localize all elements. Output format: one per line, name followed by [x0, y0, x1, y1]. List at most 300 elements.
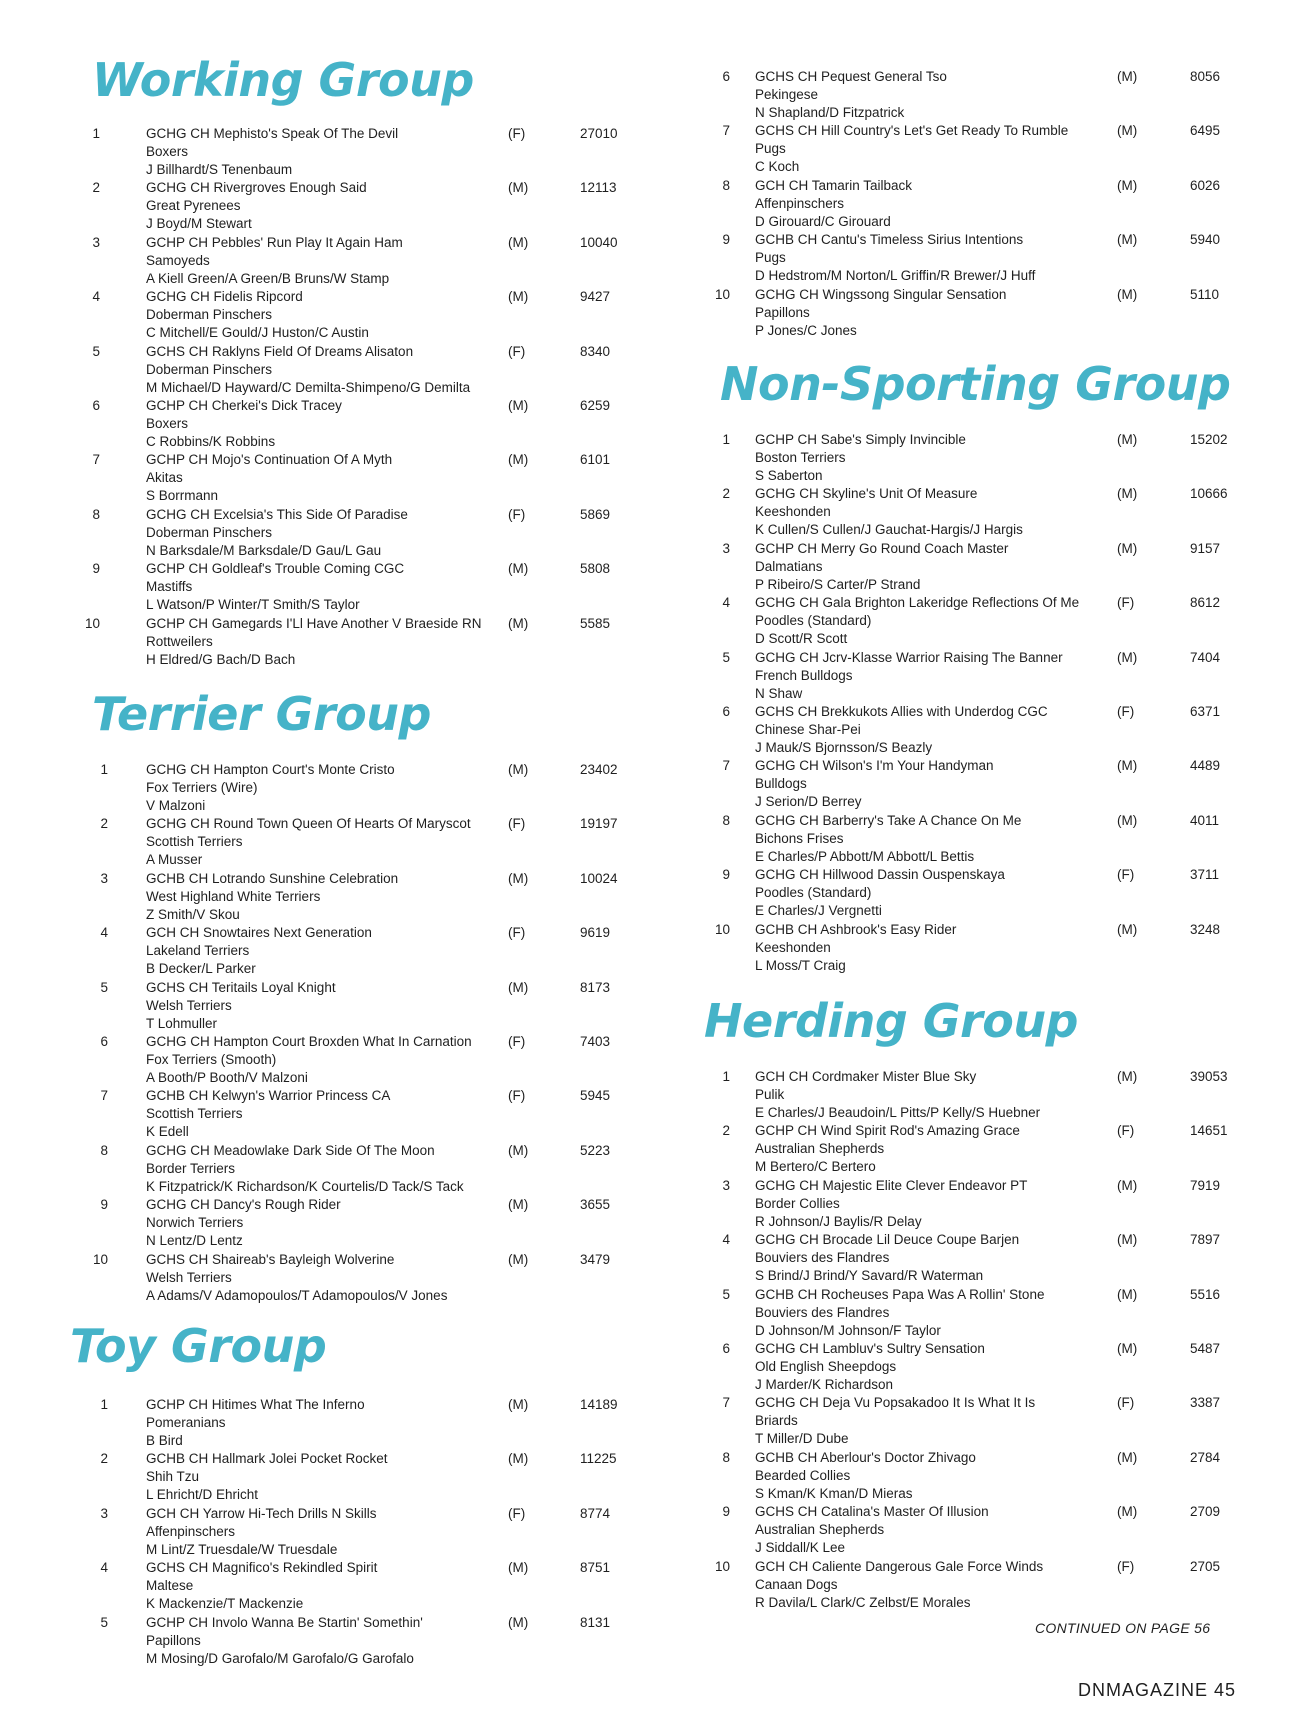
rank-number: 10: [714, 1558, 730, 1574]
rank-number: 1: [722, 1069, 730, 1084]
group-title: Working Group: [92, 53, 474, 107]
rank-number: 5: [722, 649, 730, 665]
points: 2709: [1190, 1504, 1221, 1520]
breed: Welsh Terriers: [146, 997, 232, 1013]
list-item: [640, 1286, 1295, 1340]
owners: V Malzoni: [146, 798, 206, 813]
rank-number: 5: [100, 979, 108, 995]
dog-name: GCH CH Yarrow Hi-Tech Drills N Skills: [146, 1505, 377, 1521]
points: 6026: [1190, 177, 1221, 193]
points: 3387: [1190, 1395, 1221, 1411]
points: 7403: [580, 1034, 611, 1049]
sex: (F): [508, 506, 526, 522]
breed: Norwich Terriers: [146, 1215, 244, 1231]
sex: (M): [1117, 1232, 1138, 1248]
dog-name: GCHG CH Deja Vu Popsakadoo It Is What It Is: [755, 1395, 1036, 1411]
owners: T Lohmuller: [146, 1015, 218, 1031]
points: 5945: [580, 1088, 611, 1104]
points: 6101: [580, 452, 611, 468]
rank-number: 9: [92, 561, 100, 577]
breed: Keeshonden: [755, 939, 831, 955]
breed: Boxers: [146, 144, 189, 159]
breed: Poodles (Standard): [755, 885, 872, 901]
breed: Canaan Dogs: [755, 1576, 838, 1592]
points: 8751: [580, 1560, 611, 1576]
rank-number: 10: [84, 615, 100, 631]
points: 5516: [1190, 1286, 1221, 1302]
dog-name: GCHG CH Wingssong Singular Sensation: [755, 286, 1007, 302]
breed: Bouviers des Flandres: [755, 1304, 890, 1320]
list-item: [0, 343, 640, 397]
points: 14651: [1190, 1123, 1228, 1139]
list-item: [640, 1449, 1295, 1503]
rank-number: 4: [100, 925, 108, 941]
points: 2784: [1190, 1449, 1221, 1465]
points: 3655: [580, 1197, 611, 1213]
breed: Bulldogs: [755, 776, 807, 792]
owners: M Mosing/D Garofalo/M Garofalo/G Garofalo: [146, 1650, 414, 1666]
dog-name: GCHG CH Wilson's I'm Your Handyman: [755, 758, 994, 774]
breed: Scottish Terriers: [146, 1106, 243, 1122]
owners: T Miller/D Dube: [755, 1431, 849, 1447]
list-item: [640, 122, 1295, 176]
rank-number: 6: [722, 69, 730, 84]
rank-number: 2: [722, 1123, 730, 1139]
list-item: [0, 1450, 640, 1504]
rank-number: 5: [92, 343, 100, 359]
owners: B Bird: [146, 1433, 183, 1448]
breed: Old English Sheepdogs: [755, 1359, 897, 1374]
owners: N Shapland/D Fitzpatrick: [755, 105, 905, 120]
breed: Papillons: [755, 304, 810, 320]
owners: L Moss/T Craig: [755, 957, 846, 973]
sex: (F): [1117, 867, 1135, 883]
breed: Boxers: [146, 416, 189, 431]
rank-number: 9: [722, 232, 730, 248]
owners: K Cullen/S Cullen/J Gauchat-Hargis/J Hargis: [755, 522, 1023, 538]
dog-name: GCHP CH Wind Spirit Rod's Amazing Grace: [755, 1123, 1020, 1139]
dog-name: GCHB CH Cantu's Timeless Sirius Intentions: [755, 232, 1024, 248]
sex: (M): [1117, 232, 1138, 248]
dog-name: GCHP CH Goldleaf's Trouble Coming CGC: [146, 561, 405, 577]
rank-number: 9: [100, 1197, 108, 1213]
dog-name: GCHG CH Mephisto's Speak Of The Devil: [146, 126, 399, 141]
sex: (F): [508, 816, 526, 832]
owners: A Kiell Green/A Green/B Bruns/W Stamp: [146, 270, 390, 286]
dog-name: GCHG CH Majestic Elite Clever Endeavor PT: [755, 1177, 1028, 1193]
rank-number: 4: [722, 1232, 730, 1248]
dog-name: GCHP CH Involo Wanna Be Startin' Somethin': [146, 1614, 423, 1630]
points: 8774: [580, 1505, 611, 1521]
list-item: [0, 761, 640, 815]
points: 5223: [580, 1142, 611, 1158]
dog-name: GCHS CH Hill Country's Let's Get Ready To Rumble: [755, 123, 1069, 139]
owners: N Barksdale/M Barksdale/D Gau/L Gau: [146, 542, 382, 558]
breed: Samoyeds: [146, 252, 210, 268]
rank-number: 1: [100, 762, 108, 777]
rank-number: 4: [100, 1560, 108, 1576]
rank-number: 7: [100, 1088, 108, 1104]
breed: Doberman Pinschers: [146, 361, 273, 377]
points: 12113: [580, 180, 617, 196]
breed: Great Pyrenees: [146, 198, 241, 214]
list-item: [640, 1231, 1295, 1285]
breed: Shih Tzu: [146, 1469, 200, 1485]
sex: (F): [508, 343, 526, 359]
rank-number: 6: [722, 704, 730, 719]
owners: L Ehricht/D Ehricht: [146, 1487, 259, 1503]
rank-number: 8: [92, 506, 100, 522]
list-item: [0, 1142, 640, 1196]
dog-name: GCHP CH Gamegards I'Ll Have Another V Braeside RN: [146, 615, 482, 631]
dog-name: GCHB CH Ashbrook's Easy Rider: [755, 921, 957, 937]
points: 9619: [580, 925, 611, 941]
list-item: [640, 866, 1295, 920]
rank-number: 7: [722, 758, 730, 774]
rank-number: 2: [100, 816, 108, 832]
owners: D Johnson/M Johnson/F Taylor: [755, 1322, 941, 1338]
owners: N Shaw: [755, 685, 803, 701]
sex: (M): [508, 452, 529, 468]
points: 8612: [1190, 595, 1221, 611]
list-item: [640, 485, 1295, 539]
owners: M Michael/D Hayward/C Demilta-Shimpeno/G Demilta: [146, 379, 471, 395]
rank-number: 2: [722, 486, 730, 502]
rank-number: 10: [714, 921, 730, 937]
rank-number: 6: [100, 1034, 108, 1049]
list-item: [0, 1033, 640, 1087]
rank-number: 6: [92, 398, 100, 413]
owners: J Serion/D Berrey: [755, 794, 862, 810]
owners: D Scott/R Scott: [755, 631, 848, 647]
sex: (M): [508, 1614, 529, 1630]
breed: Pekingese: [755, 87, 819, 102]
breed: Scottish Terriers: [146, 834, 243, 850]
owners: C Robbins/K Robbins: [146, 434, 276, 449]
rank-number: 8: [722, 177, 730, 193]
owners: B Decker/L Parker: [146, 961, 256, 977]
sex: (F): [1117, 595, 1135, 611]
list-item: [0, 560, 640, 614]
group-title: Herding Group: [704, 994, 1078, 1048]
rank-number: 3: [100, 1505, 108, 1521]
points: 5869: [580, 506, 611, 522]
sex: (M): [508, 870, 529, 886]
sex: (M): [508, 561, 529, 577]
sex: (M): [508, 762, 529, 777]
points: 11225: [580, 1451, 617, 1467]
points: 15202: [1190, 432, 1228, 447]
list-item: [0, 1196, 640, 1250]
list-item: [640, 431, 1295, 485]
dog-name: GCHB CH Aberlour's Doctor Zhivago: [755, 1449, 976, 1465]
rank-number: 7: [722, 1395, 730, 1411]
sex: (M): [1117, 758, 1138, 774]
list-item: [0, 1251, 640, 1305]
sex: (M): [508, 1251, 529, 1267]
owners: A Musser: [146, 852, 203, 868]
dog-name: GCHS CH Shaireab's Bayleigh Wolverine: [146, 1251, 395, 1267]
list-item: [0, 924, 640, 978]
sex: (M): [1117, 1177, 1138, 1193]
points: 8056: [1190, 69, 1221, 84]
page-number: DNMAGAZINE 45: [1078, 1680, 1237, 1700]
rank-number: 8: [722, 1449, 730, 1465]
list-item: [640, 286, 1295, 340]
dog-name: GCH CH Cordmaker Mister Blue Sky: [755, 1069, 977, 1084]
points: 6495: [1190, 123, 1221, 139]
sex: (M): [508, 1197, 529, 1213]
dog-name: GCHG CH Hampton Court Broxden What In Carnation: [146, 1034, 472, 1049]
dog-name: GCHB CH Rocheuses Papa Was A Rollin' Stone: [755, 1286, 1045, 1302]
group-title: Terrier Group: [92, 687, 431, 741]
sex: (M): [1117, 177, 1138, 193]
owners: J Mauk/S Bjornsson/S Beazly: [755, 740, 933, 755]
sex: (M): [508, 1397, 529, 1412]
sex: (F): [508, 1505, 526, 1521]
breed: Australian Shepherds: [755, 1141, 885, 1157]
points: 27010: [580, 126, 618, 141]
breed: Akitas: [146, 470, 183, 486]
dog-name: GCHP CH Mojo's Continuation Of A Myth: [146, 452, 393, 468]
list-item: [640, 1068, 1295, 1122]
owners: M Bertero/C Bertero: [755, 1159, 876, 1175]
dog-name: GCHG CH Barberry's Take A Chance On Me: [755, 812, 1022, 828]
points: 10666: [1190, 486, 1228, 502]
dog-name: GCHB CH Kelwyn's Warrior Princess CA: [146, 1088, 391, 1104]
list-item: [640, 594, 1295, 648]
list-item: [0, 1614, 640, 1668]
dog-name: GCHS CH Brekkukots Allies with Underdog CGC: [755, 704, 1048, 719]
sex: (M): [508, 979, 529, 995]
points: 9427: [580, 289, 611, 305]
points: 39053: [1190, 1069, 1228, 1084]
owners: K Mackenzie/T Mackenzie: [146, 1596, 304, 1612]
sex: (F): [1117, 704, 1135, 719]
list-item: [640, 231, 1295, 285]
points: 5808: [580, 561, 611, 577]
breed: West Highland White Terriers: [146, 888, 321, 904]
rank-number: 6: [722, 1341, 730, 1356]
owners: S Saberton: [755, 468, 823, 483]
points: 10040: [580, 234, 618, 250]
breed: Keeshonden: [755, 504, 831, 520]
sex: (M): [508, 615, 529, 631]
dog-name: GCHP CH Pebbles' Run Play It Again Ham: [146, 234, 403, 250]
breed: Doberman Pinschers: [146, 524, 273, 540]
dog-name: GCHG CH Jcrv-Klasse Warrior Raising The Banner: [755, 649, 1063, 665]
owners: C Mitchell/E Gould/J Huston/C Austin: [146, 325, 369, 341]
breed: Mastiffs: [146, 579, 193, 595]
sex: (M): [508, 1451, 529, 1467]
points: 6259: [580, 398, 611, 413]
dog-name: GCHG CH Brocade Lil Deuce Coupe Barjen: [755, 1232, 1020, 1248]
continued-note: CONTINUED ON PAGE 56: [1035, 1620, 1211, 1636]
breed: Fox Terriers (Wire): [146, 780, 258, 795]
dog-name: GCHS CH Pequest General Tso: [755, 69, 947, 84]
dog-name: GCHP CH Merry Go Round Coach Master: [755, 540, 1009, 556]
dog-name: GCHG CH Hillwood Dassin Ouspenskaya: [755, 867, 1005, 883]
list-item: [640, 1503, 1295, 1557]
points: 4011: [1190, 812, 1220, 828]
points: 3711: [1190, 867, 1220, 883]
breed: Bouviers des Flandres: [755, 1250, 890, 1266]
breed: Pugs: [755, 250, 786, 266]
breed: Welsh Terriers: [146, 1269, 232, 1285]
breed: Boston Terriers: [755, 450, 846, 465]
sex: (M): [1117, 1286, 1138, 1302]
owners: D Hedstrom/M Norton/L Griffin/R Brewer/J Huff: [755, 268, 1036, 284]
sex: (M): [1117, 812, 1138, 828]
sex: (F): [508, 925, 526, 941]
rank-number: 5: [100, 1614, 108, 1630]
points: 7404: [1190, 649, 1221, 665]
list-item: [640, 757, 1295, 811]
points: 23402: [580, 762, 618, 777]
breed: Bearded Collies: [755, 1467, 851, 1483]
owners: J Boyd/M Stewart: [146, 216, 252, 232]
breed: Border Collies: [755, 1195, 840, 1211]
owners: N Lentz/D Lentz: [146, 1233, 243, 1249]
sex: (F): [1117, 1558, 1135, 1574]
rank-number: 5: [722, 1286, 730, 1302]
breed: Pulik: [755, 1087, 785, 1102]
breed: Affenpinschers: [146, 1523, 236, 1539]
sex: (M): [1117, 286, 1138, 302]
list-item: [0, 397, 640, 451]
breed: Bichons Frises: [755, 830, 844, 846]
list-item: [0, 815, 640, 869]
sex: (M): [508, 1142, 529, 1158]
dog-name: GCHP CH Hitimes What The Inferno: [146, 1397, 365, 1412]
points: 5585: [580, 615, 611, 631]
list-item: [0, 615, 640, 669]
dog-name: GCH CH Tamarin Tailback: [755, 177, 913, 193]
rank-number: 1: [100, 1397, 108, 1412]
rank-number: 8: [722, 812, 730, 828]
rank-number: 4: [92, 289, 100, 305]
rank-number: 3: [100, 870, 108, 886]
list-item: [0, 1559, 640, 1613]
points: 8131: [580, 1614, 611, 1630]
points: 8173: [580, 979, 611, 995]
owners: P Jones/C Jones: [755, 322, 857, 338]
breed: Fox Terriers (Smooth): [146, 1052, 277, 1067]
owners: E Charles/J Vergnetti: [755, 903, 882, 919]
dog-name: GCHB CH Hallmark Jolei Pocket Rocket: [146, 1451, 388, 1467]
breed: French Bulldogs: [755, 667, 853, 683]
owners: A Booth/P Booth/V Malzoni: [146, 1070, 308, 1085]
list-item: [0, 1087, 640, 1141]
list-item: [0, 288, 640, 342]
list-item: [640, 812, 1295, 866]
breed: Lakeland Terriers: [146, 943, 250, 959]
points: 7919: [1190, 1177, 1221, 1193]
list-item: [0, 1396, 640, 1450]
dog-name: GCHG CH Round Town Queen Of Hearts Of Maryscot: [146, 816, 471, 832]
rank-number: 10: [714, 286, 730, 302]
owners: P Ribeiro/S Carter/P Strand: [755, 576, 921, 592]
list-item: [640, 1394, 1295, 1448]
owners: M Lint/Z Truesdale/W Truesdale: [146, 1541, 338, 1557]
list-item: [640, 1122, 1295, 1176]
owners: K Edell: [146, 1124, 189, 1140]
dog-name: GCHP CH Cherkei's Dick Tracey: [146, 398, 342, 413]
dog-name: GCHG CH Dancy's Rough Rider: [146, 1197, 341, 1213]
points: 2705: [1190, 1558, 1221, 1574]
breed: Pugs: [755, 141, 786, 157]
sex: (M): [508, 289, 529, 305]
sex: (M): [1117, 1504, 1138, 1520]
points: 10024: [580, 870, 618, 886]
points: 19197: [580, 816, 618, 832]
dog-name: GCHS CH Teritails Loyal Knight: [146, 979, 336, 995]
owners: S Borrmann: [146, 488, 219, 504]
sex: (M): [1117, 1069, 1138, 1084]
breed: Maltese: [146, 1578, 194, 1594]
list-item: [0, 979, 640, 1033]
sex: (M): [508, 1560, 529, 1576]
breed: Affenpinschers: [755, 195, 845, 211]
list-item: [640, 649, 1295, 703]
sex: (M): [508, 234, 529, 250]
list-item: [0, 179, 640, 233]
rank-number: 3: [722, 1177, 730, 1193]
points: 7897: [1190, 1232, 1221, 1248]
dog-name: GCHG CH Fidelis Ripcord: [146, 289, 303, 305]
list-item: [0, 506, 640, 560]
owners: Z Smith/V Skou: [146, 906, 240, 922]
dog-name: GCHG CH Excelsia's This Side Of Paradise: [146, 506, 408, 522]
dog-name: GCHG CH Rivergroves Enough Said: [146, 180, 367, 196]
owners: S Kman/K Kman/D Mieras: [755, 1485, 913, 1501]
group-title: Non-Sporting Group: [720, 357, 1231, 411]
dog-name: GCHS CH Catalina's Master Of Illusion: [755, 1504, 989, 1520]
breed: Papillons: [146, 1632, 201, 1648]
sex: (F): [508, 1088, 526, 1104]
rank-number: 3: [722, 540, 730, 556]
points: 6371: [1190, 704, 1221, 719]
sex: (M): [1117, 432, 1138, 447]
dog-name: GCHG CH Skyline's Unit Of Measure: [755, 486, 978, 502]
dog-name: GCHB CH Lotrando Sunshine Celebration: [146, 870, 399, 886]
list-item: [640, 540, 1295, 594]
owners: E Charles/P Abbott/M Abbott/L Bettis: [755, 848, 975, 864]
points: 8340: [580, 343, 611, 359]
owners: D Girouard/C Girouard: [755, 213, 891, 229]
owners: J Siddall/K Lee: [755, 1540, 846, 1556]
points: 5487: [1190, 1341, 1221, 1356]
breed: Border Terriers: [146, 1160, 236, 1176]
list-item: [640, 68, 1295, 122]
owners: C Koch: [755, 159, 800, 175]
rank-number: 9: [722, 1504, 730, 1520]
owners: J Marder/K Richardson: [755, 1377, 894, 1392]
dog-name: GCHS CH Magnifico's Rekindled Spirit: [146, 1560, 378, 1576]
sex: (M): [1117, 1449, 1138, 1465]
rank-number: 1: [92, 126, 100, 141]
rank-number: 4: [722, 595, 730, 611]
list-item: [0, 125, 640, 179]
list-item: [0, 451, 640, 505]
list-item: [0, 234, 640, 288]
breed: Pomeranians: [146, 1415, 226, 1430]
sex: (F): [1117, 1395, 1135, 1411]
owners: A Adams/V Adamopoulos/T Adamopoulos/V Jones: [146, 1287, 448, 1303]
dog-name: GCH CH Caliente Dangerous Gale Force Winds: [755, 1558, 1044, 1574]
dog-name: GCHP CH Sabe's Simply Invincible: [755, 432, 966, 447]
list-item: [640, 177, 1295, 231]
